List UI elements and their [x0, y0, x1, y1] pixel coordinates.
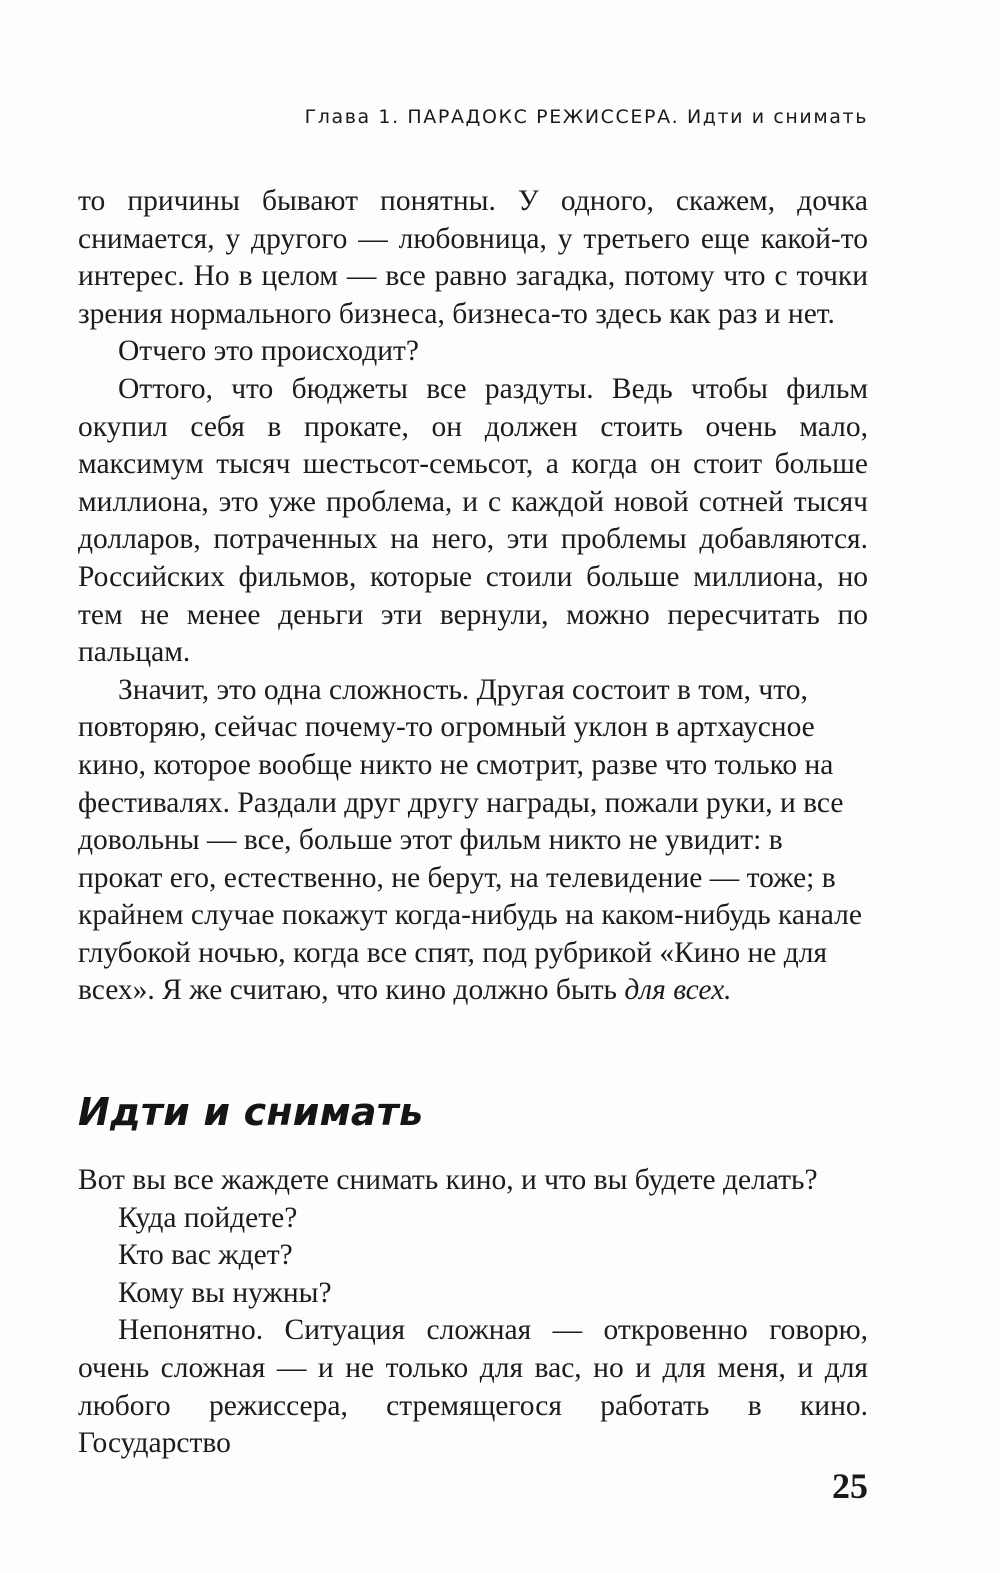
emphasis-text: для всех. — [624, 974, 732, 1007]
body-text — [78, 183, 868, 1010]
section-body-text — [78, 1162, 868, 1463]
paragraph-text: Значит, это одна сложность. Другая состоит в том, что, повторяю, сейчас почему-то огромный уклон в артхаусное кино, которое вообще никто не смотрит, разве что только на фестивалях. Раздали друг другу награды, пожали руки, и все довольны — все, больше этот фильм никто не увидит: в прокат его, естественно, не берут, на телевидение — тоже; в крайнем случае покажут когда-нибудь на каком-нибудь канале глубокой ночью, когда все спят, под рубрикой «Кино не для всех». Я же считаю, что кино должно быть — [78, 673, 862, 1007]
paragraph: Кто вас ждет? — [118, 1239, 293, 1272]
page-number: 25 — [832, 1466, 868, 1506]
section-heading: Идти и снимать — [78, 1090, 424, 1134]
running-head: Глава 1. ПАРАДОКС РЕЖИССЕРА. Идти и снимать — [304, 106, 868, 128]
paragraph — [78, 672, 868, 1010]
paragraph: Непонятно. Ситуация сложная — откровенно говорю, очень сложная — и не только для вас, но и для меня, и для любого режиссера, стремящегося работать в кино. Государство — [78, 1314, 868, 1460]
paragraph: Отчего это происходит? — [118, 335, 419, 368]
paragraph: то причины бывают понятны. У одного, скажем, дочка снимается, у другого — любовница, у третьего еще какой-то интерес. Но в целом — все равно загадка, потому что с точки зрения нормального бизнеса, бизнеса-то здесь как раз и нет. — [78, 185, 868, 330]
paragraph: Куда пойдете? — [118, 1201, 298, 1234]
paragraph: Оттого, что бюджеты все раздуты. Ведь чтобы фильм окупил себя в прокате, он должен стоить очень мало, максимум тысяч шестьсот-семьсот, а когда он стоит больше миллиона, это уже проблема, и с каждой новой сотней тысяч долларов, потраченных на него, эти проблемы добавляются. Российских фильмов, которые стоили больше миллиона, но тем не менее деньги эти вернули, можно пересчитать по пальцам. — [78, 372, 868, 669]
paragraph: Вот вы все жаждете снимать кино, и что вы будете делать? — [78, 1164, 818, 1196]
paragraph: Кому вы нужны? — [118, 1276, 332, 1309]
